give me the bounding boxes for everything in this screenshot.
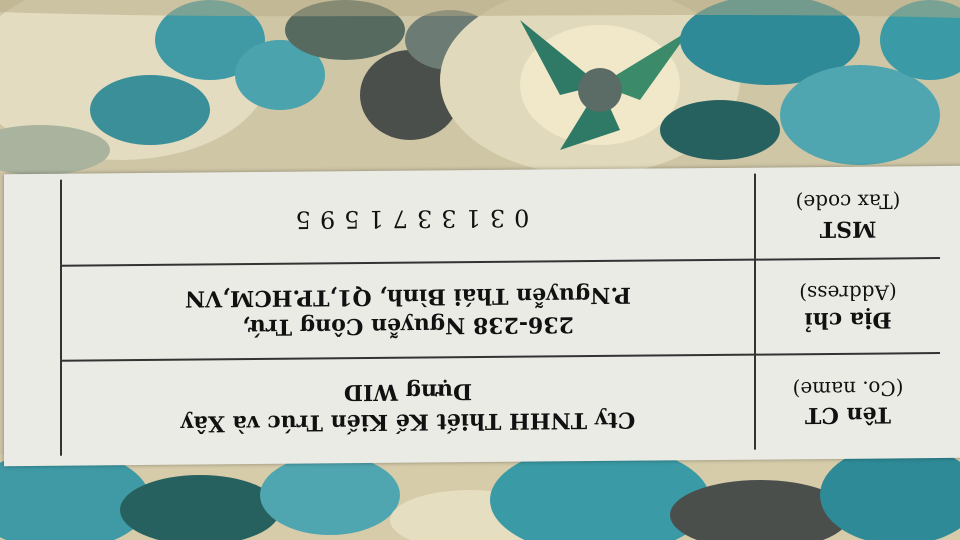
table-row (61, 258, 940, 362)
address-line-1: 236-238 Nguyễn Công Trứ, (242, 311, 574, 341)
table-row (61, 353, 940, 455)
address-sublabel: (Address) (799, 280, 897, 306)
company-info-table (60, 172, 940, 456)
address-line-2: P.Nguyễn Thái Bình, Q1,TP.HCM,VN (185, 281, 631, 312)
address-value-cell (61, 259, 755, 361)
company-name-label: Tên CT (804, 401, 892, 429)
table-row (61, 172, 940, 265)
company-name-line-2: Dựng WID (343, 378, 473, 406)
tax-code-label: MST (819, 215, 877, 242)
tax-code-label-cell (755, 172, 940, 259)
tax-code-value-cell (61, 174, 755, 266)
company-info-card (4, 166, 960, 466)
address-label: Địa chỉ (804, 306, 892, 333)
company-name-label-cell (755, 353, 940, 449)
company-name-line-1: Cty TNHH Thiết Kế Kiến Trúc và Xây (180, 406, 636, 437)
address-label-cell (755, 258, 940, 355)
company-name-sublabel: (Co. name) (792, 376, 904, 402)
tax-code-sublabel: (Tax code) (795, 189, 901, 215)
company-name-value-cell (61, 355, 755, 456)
tax-code-value: 0313371595 (286, 204, 530, 235)
